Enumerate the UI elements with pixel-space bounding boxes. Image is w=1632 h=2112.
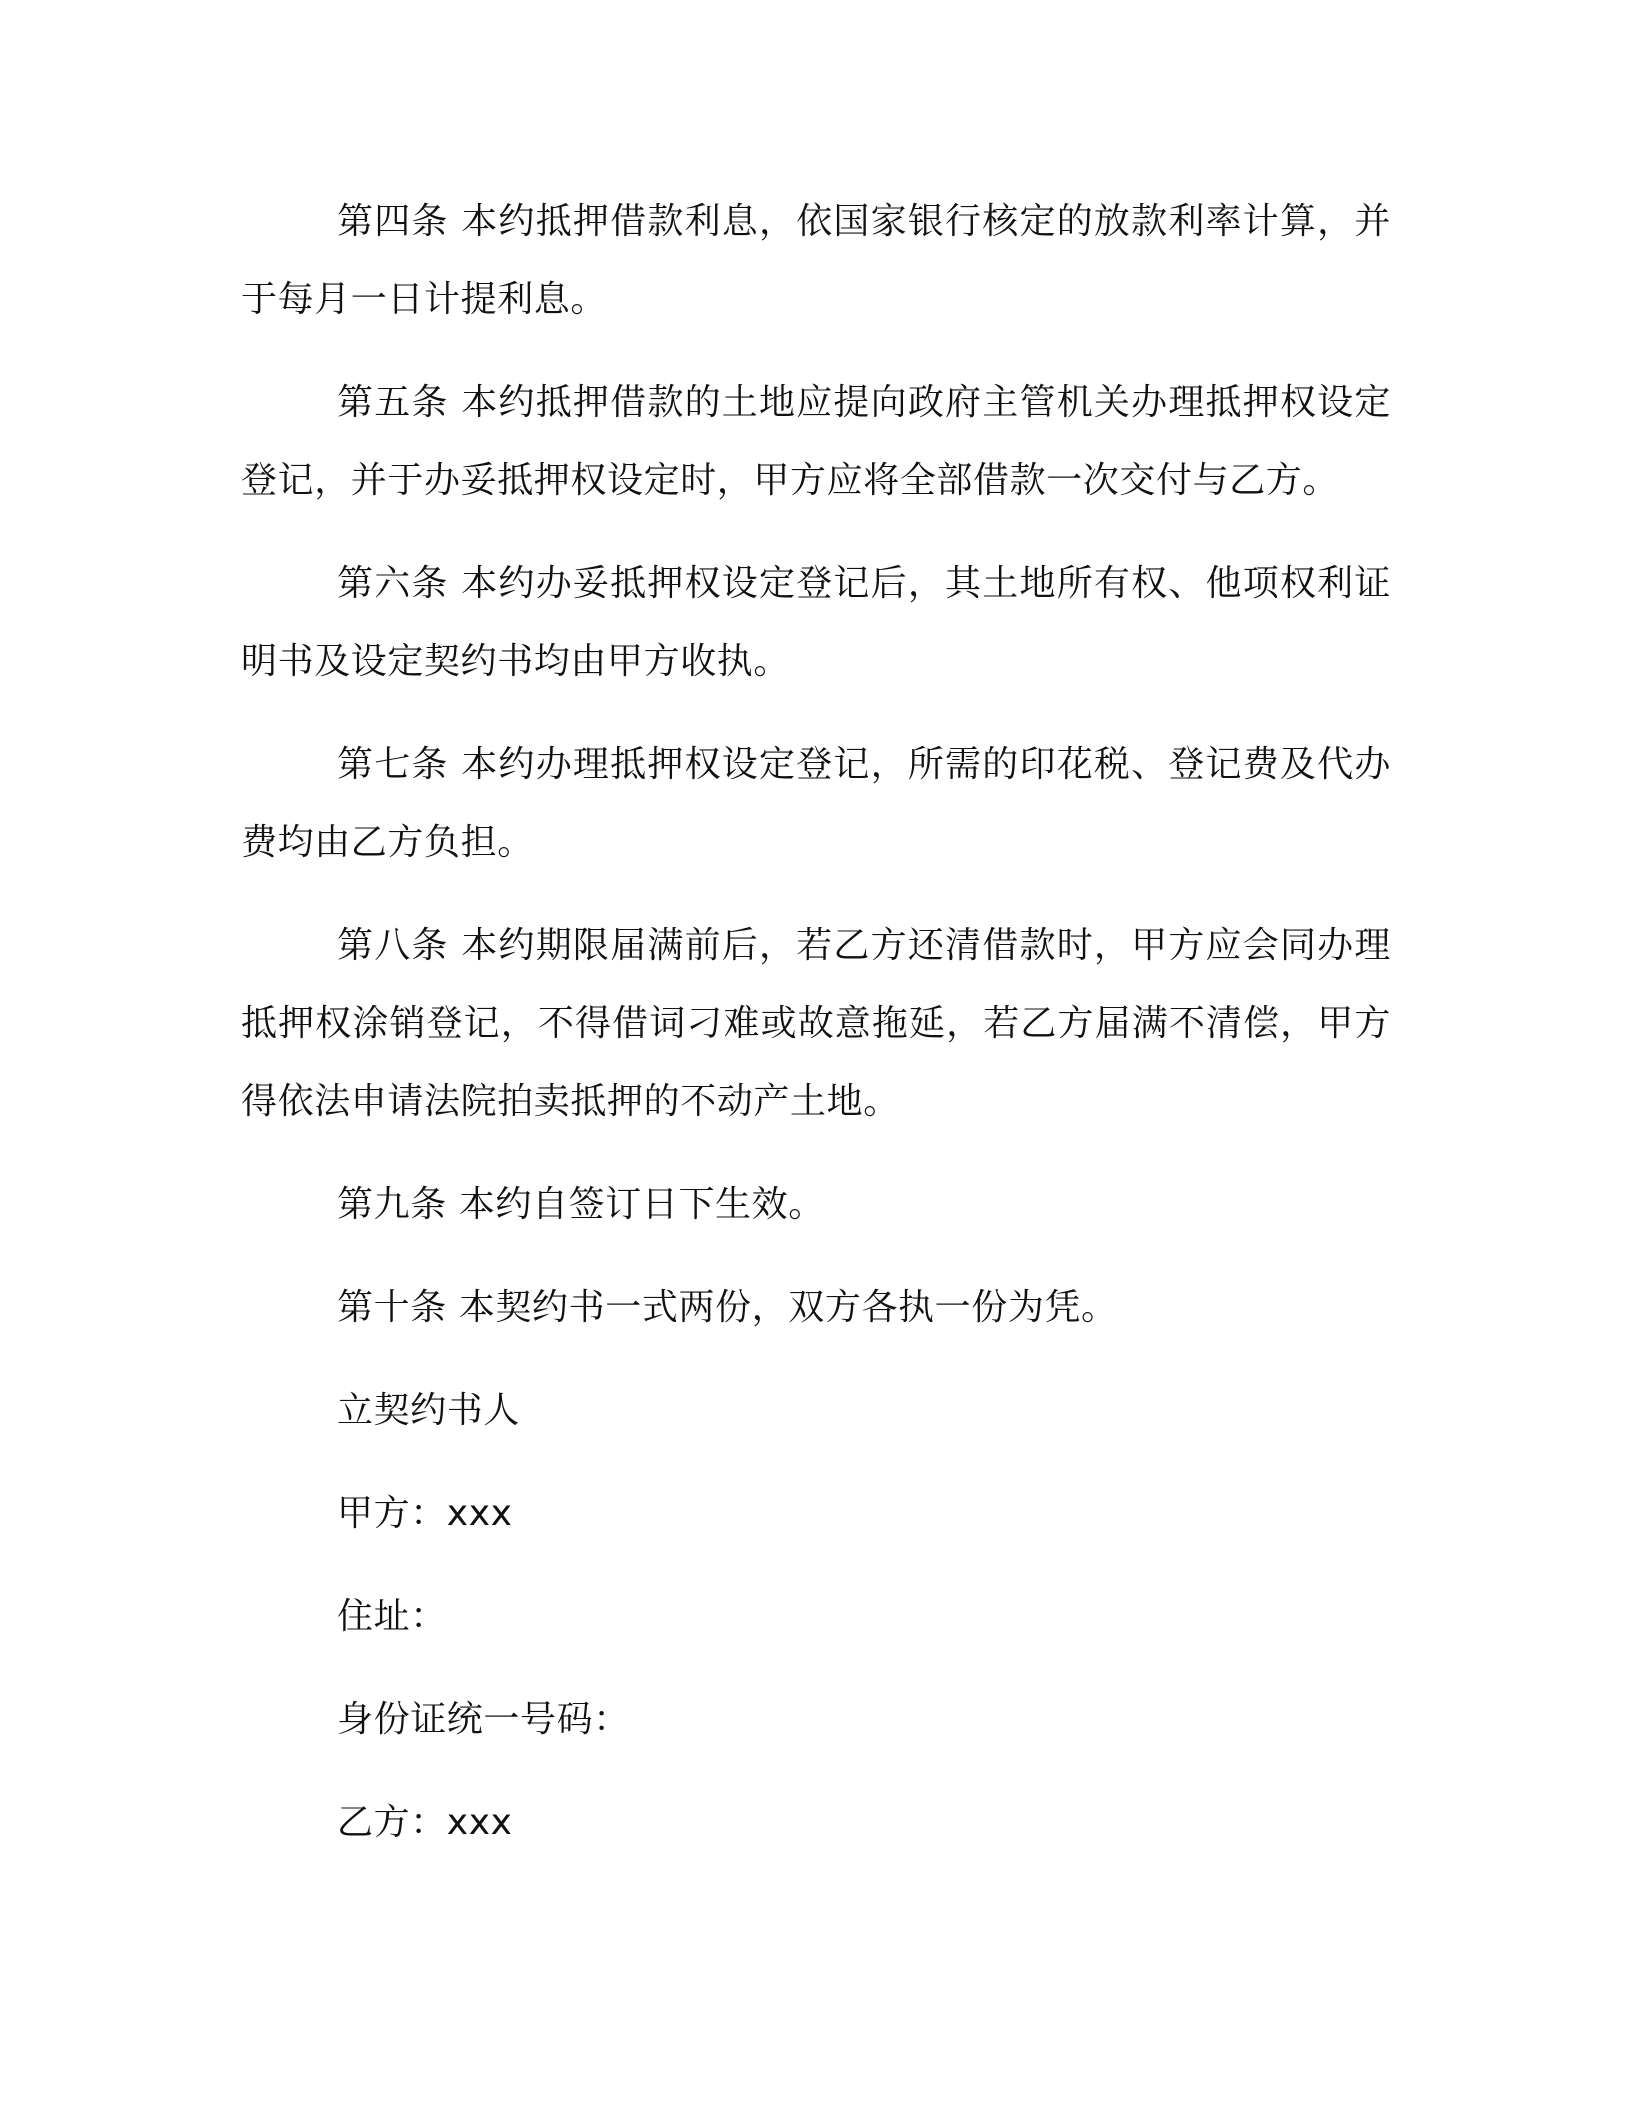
signatory-heading: 立契约书人 bbox=[337, 1390, 521, 1431]
article-9: 第九条 本约自签订日下生效。 bbox=[337, 1184, 825, 1225]
document-body bbox=[241, 183, 1391, 1887]
article-10: 第十条 本契约书一式两份，双方各执一份为凭。 bbox=[337, 1287, 1118, 1328]
id-number-line: 身份证统一号码： bbox=[337, 1699, 630, 1740]
article-7: 第七条 本约办理抵押权设定登记，所需的印花税、登记费及代办费均由乙方负担。 bbox=[241, 744, 1391, 863]
party-b: 乙方：xxx bbox=[337, 1802, 513, 1843]
article-6: 第六条 本约办妥抵押权设定登记后，其土地所有权、他项权利证明书及设定契约书均由甲方收执。 bbox=[241, 563, 1391, 682]
article-4: 第四条 本约抵押借款利息，依国家银行核定的放款利率计算，并于每月一日计提利息。 bbox=[241, 201, 1391, 320]
article-8: 第八条 本约期限届满前后，若乙方还清借款时，甲方应会同办理抵押权涂销登记，不得借词刁难或故意拖延，若乙方届满不清偿，甲方得依法申请法院拍卖抵押的不动产土地。 bbox=[241, 925, 1391, 1122]
party-a: 甲方：xxx bbox=[337, 1493, 513, 1534]
article-5: 第五条 本约抵押借款的土地应提向政府主管机关办理抵押权设定登记，并于办妥抵押权设定时，甲方应将全部借款一次交付与乙方。 bbox=[241, 382, 1391, 501]
address-line: 住址： bbox=[337, 1596, 447, 1637]
